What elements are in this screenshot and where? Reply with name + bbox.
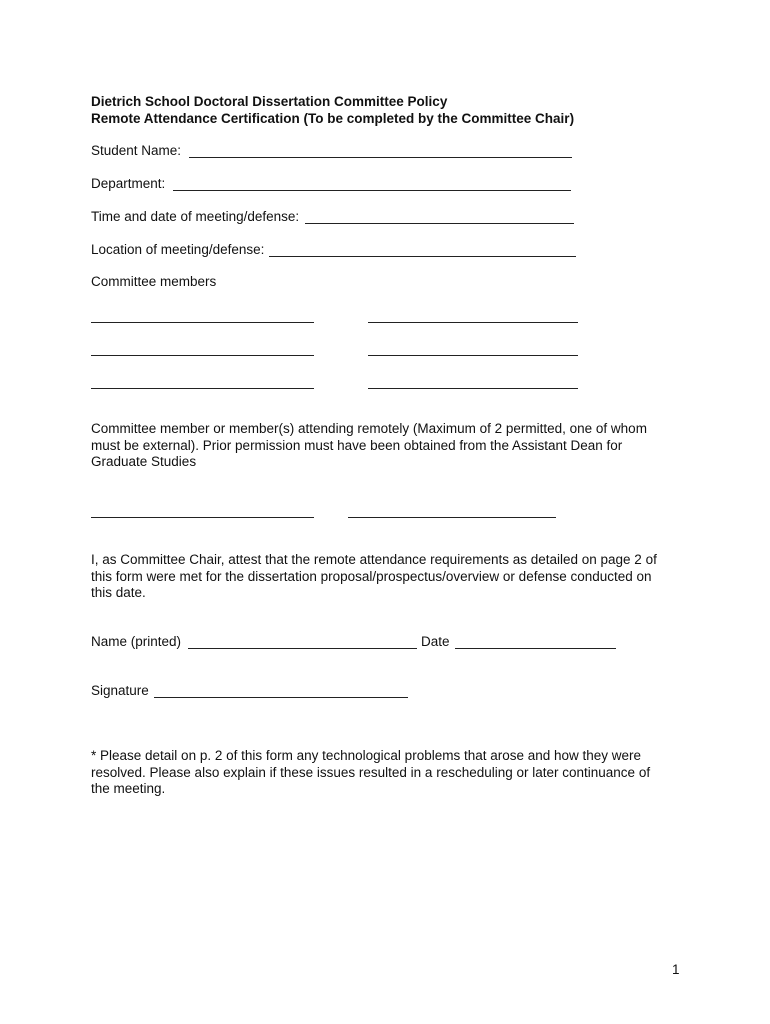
remote-member-field[interactable] xyxy=(91,517,314,518)
time-date-field[interactable] xyxy=(305,223,574,224)
attestation-text-line: this form were met for the dissertation proposal/prospectus/overview or defense conducted on xyxy=(91,568,652,584)
student-name-label: Student Name: xyxy=(91,143,182,158)
department-field[interactable] xyxy=(173,190,571,191)
committee-member-field[interactable] xyxy=(91,355,314,356)
name-printed-field[interactable] xyxy=(188,648,417,649)
remote-attendance-text xyxy=(91,421,691,471)
signature-label: Signature xyxy=(91,683,149,698)
name-printed-label: Name (printed) xyxy=(91,634,182,649)
attestation-text-line: I, as Committee Chair, attest that the remote attendance requirements as detailed on page 2 of xyxy=(91,552,657,567)
committee-member-field[interactable] xyxy=(368,355,578,356)
committee-member-field[interactable] xyxy=(91,322,314,323)
page-number: 1 xyxy=(672,962,680,977)
footnote-text-line: the meeting. xyxy=(91,781,166,796)
department-label: Department: xyxy=(91,176,166,191)
remote-member-field[interactable] xyxy=(348,517,556,518)
form-title: Dietrich School Doctoral Dissertation Committee Policy xyxy=(91,94,448,109)
committee-member-field[interactable] xyxy=(91,388,314,389)
committee-member-field[interactable] xyxy=(368,388,578,389)
time-date-label: Time and date of meeting/defense: xyxy=(91,209,300,224)
signature-field[interactable] xyxy=(154,697,408,698)
remote-text-line: must be external). Prior permission must have been obtained from the Assistant Dean for xyxy=(91,437,623,453)
committee-members-label: Committee members xyxy=(91,274,217,289)
remote-text-line: Committee member or member(s) attending remotely (Maximum of 2 permitted, one of whom xyxy=(91,421,647,436)
remote-text-line: Graduate Studies xyxy=(91,454,197,469)
date-field[interactable] xyxy=(455,648,616,649)
location-field[interactable] xyxy=(269,256,576,257)
footnote-text-line: * Please detail on p. 2 of this form any technological problems that arose and how they were xyxy=(91,748,642,763)
committee-member-field[interactable] xyxy=(368,322,578,323)
student-name-field[interactable] xyxy=(189,157,572,158)
location-label: Location of meeting/defense: xyxy=(91,242,265,257)
footnote-text-line: resolved. Please also explain if these issues resulted in a rescheduling or later continuance of xyxy=(91,764,651,780)
form-subtitle: Remote Attendance Certification (To be completed by the Committee Chair) xyxy=(91,111,575,126)
attestation-text xyxy=(91,552,691,602)
attestation-text-line: this date. xyxy=(91,585,146,600)
date-label: Date xyxy=(421,634,450,649)
footnote-text xyxy=(91,748,691,798)
